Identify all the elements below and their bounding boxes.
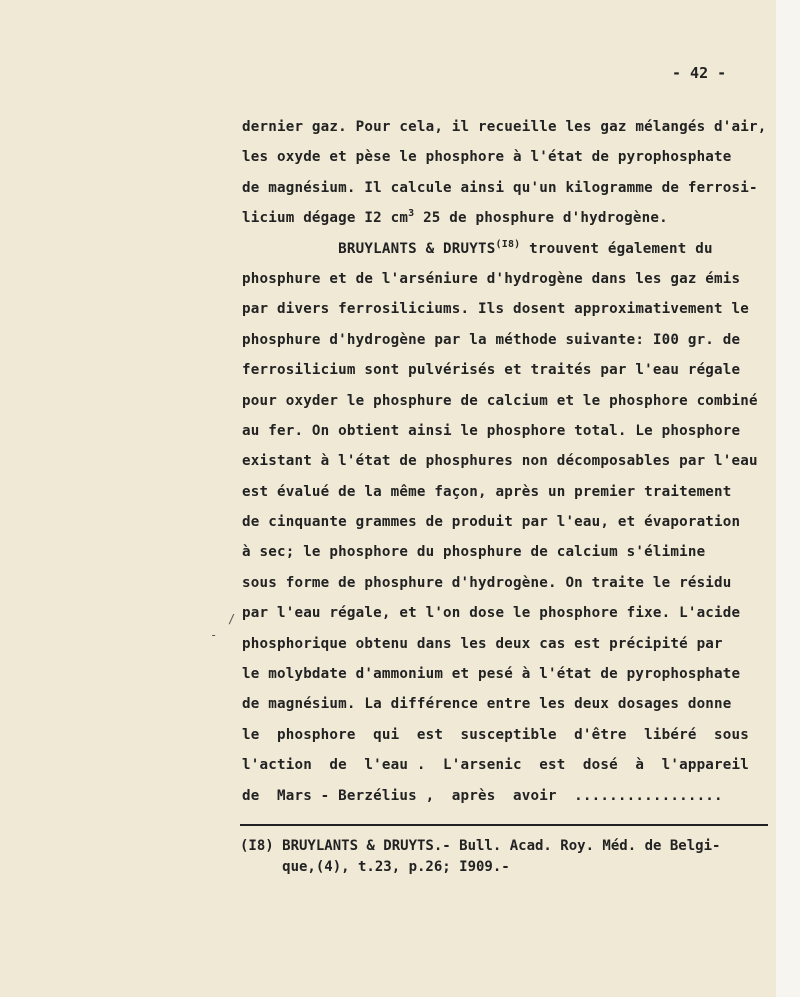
text-line: est évalué de la même façon, après un premier traitement (242, 483, 732, 500)
text-segment: BRUYLANTS & DRUYTS (242, 240, 496, 257)
text-line: à sec; le phosphore du phosphure de calcium s'élimine (242, 544, 706, 561)
text-line: le phosphore qui est susceptible d'être libéré sous (242, 726, 750, 743)
stray-mark: - (210, 628, 218, 642)
text-line: existant à l'état de phosphures non décomposables par l'eau (242, 453, 758, 470)
text-line: sous forme de phosphure d'hydrogène. On traite le résidu (242, 574, 732, 591)
text-line: phosphorique obtenu dans les deux cas est précipité par (242, 635, 723, 652)
text-line: de magnésium. La différence entre les deux dosages donne (242, 696, 732, 713)
text-line: pour oxyder le phosphure de calcium et le phosphore combiné (242, 392, 758, 409)
page-number: - 42 - (672, 64, 727, 82)
body-text (242, 112, 767, 811)
superscript: 3 (408, 208, 415, 220)
text-segment: trouvent également du (520, 240, 713, 257)
text-segment: licium dégage I2 cm (242, 210, 409, 227)
text-line (242, 234, 767, 264)
footnote-separator (240, 824, 768, 826)
text-line: de magnésium. Il calcule ainsi qu'un kilogramme de ferrosi- (242, 179, 758, 196)
scan-edge (776, 0, 800, 997)
text-line: par divers ferrosiliciums. Ils dosent approximativement le (242, 301, 750, 318)
text-line: les oxyde et pèse le phosphore à l'état de pyrophosphate (242, 149, 732, 166)
text-line: dernier gaz. Pour cela, il recueille les gaz mélangés d'air, (242, 119, 767, 135)
footnote-line: (I8) BRUYLANTS & DRUYTS.- Bull. Acad. Roy. Méd. de Belgi- (240, 838, 721, 854)
text-segment: 25 de phosphure d'hydrogène. (414, 210, 668, 227)
text-line: par l'eau régale, et l'on dose le phosphore fixe. L'acide (242, 605, 741, 622)
text-line: le molybdate d'ammonium et pesé à l'état de pyrophosphate (242, 666, 741, 683)
superscript: (I8) (495, 238, 521, 250)
text-line: au fer. On obtient ainsi le phosphore total. Le phosphore (242, 422, 741, 439)
stray-mark: / (228, 612, 236, 626)
text-line: phosphure et de l'arséniure d'hydrogène dans les gaz émis (242, 270, 741, 287)
footnote (240, 836, 720, 878)
text-line: de Mars - Berzélius , après avoir ................. (242, 787, 723, 804)
footnote-line: que,(4), t.23, p.26; I909.- (240, 859, 510, 875)
text-line: de cinquante grammes de produit par l'eau, et évaporation (242, 514, 741, 531)
text-line: l'action de l'eau . L'arsenic est dosé à l'appareil (242, 757, 750, 774)
text-line: ferrosilicium sont pulvérisés et traités par l'eau régale (242, 362, 741, 379)
text-line (242, 203, 767, 233)
text-line: phosphure d'hydrogène par la méthode suivante: I00 gr. de (242, 331, 741, 348)
